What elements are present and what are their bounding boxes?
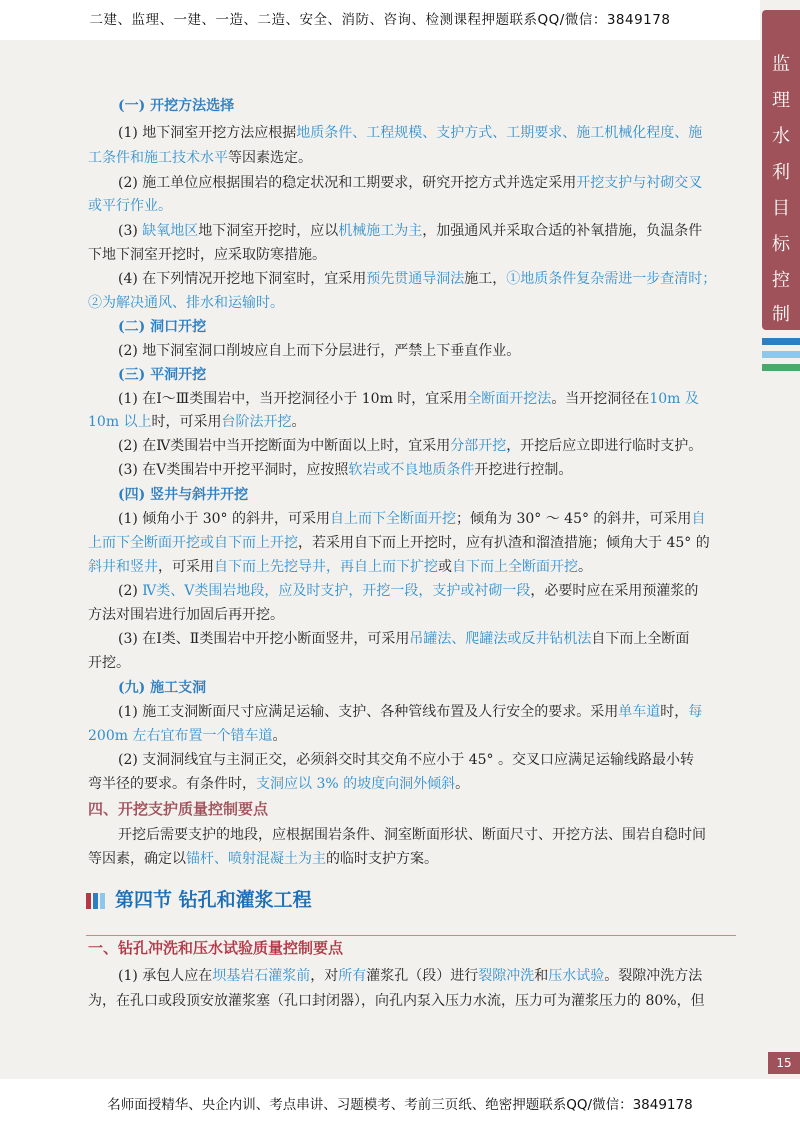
paragraph-line: (2) 施工单位应根据围岩的稳定状况和工期要求，研究开挖方式并选定采用开挖支护与衬砌交叉: [118, 175, 703, 191]
paragraph-line: 上而下全断面开挖或自下而上开挖，若采用自下而上开挖时，应有扒渣和溜渣措施；倾角大于 45° 的: [88, 535, 710, 551]
side-tab-char: 理: [772, 90, 790, 111]
side-tab-char: 监: [772, 54, 790, 75]
subheading: (三) 平洞开挖: [118, 367, 207, 383]
paragraph-line: 为，在孔口或段顶安放灌浆塞（孔口封闭器），向孔内泵入压力水流，压力可为灌浆压力的 80%，但: [88, 993, 705, 1009]
paragraph-line: (4) 在下列情况开挖地下洞室时，宜采用预先贯通导洞法施工，①地质条件复杂需进一步查清时；: [118, 271, 717, 287]
paragraph-line: (1) 承包人应在坝基岩石灌浆前，对所有灌浆孔（段）进行裂隙冲洗和压水试验。裂隙冲洗方法: [118, 968, 703, 984]
subheading: (一) 开挖方法选择: [118, 98, 235, 114]
stripe: [762, 351, 800, 358]
side-tab-char: 控: [772, 270, 790, 291]
paragraph-line: (1) 倾角小于 30° 的斜井，可采用自上而下全断面开挖；倾角为 30° ～ 45° 的斜井，可采用自: [118, 511, 706, 527]
paragraph-line: (2) 在Ⅳ类围岩中当开挖断面为中断面以上时，宜采用分部开挖，开挖后应立即进行临时支护。: [118, 438, 703, 454]
paragraph-line: (1) 地下洞室开挖方法应根据地质条件、工程规模、支护方式、工期要求、施工机械化程度、施: [118, 125, 703, 141]
paragraph-line: (3) 在Ⅰ类、Ⅱ类围岩中开挖小断面竖井，可采用吊罐法、爬罐法或反井钻机法自下而上全断面: [118, 631, 690, 647]
section-title: 第四节 钻孔和灌浆工程: [86, 885, 312, 912]
paragraph-line: (2) 地下洞室洞口削坡应自上而下分层进行，严禁上下垂直作业。: [118, 343, 521, 359]
heading-level-2: 一、钻孔冲洗和压水试验质量控制要点: [88, 939, 344, 957]
side-tab-char: 标: [772, 234, 790, 255]
paragraph-line: 方法对围岩进行加固后再开挖。: [88, 607, 284, 623]
paragraph-line: (1) 施工支洞断面尺寸应满足运输、支护、各种管线布置及人行安全的要求。采用单车道时，每: [118, 704, 703, 720]
paragraph-line: 开挖。: [88, 655, 130, 671]
subheading: (四) 竖井与斜井开挖: [118, 487, 249, 503]
side-tab-char: 利: [772, 162, 790, 183]
paragraph-line: 弯半径的要求。有条件时，支洞应以 3% 的坡度向洞外倾斜。: [88, 776, 470, 792]
paragraph-line: (2) 支洞洞线宜与主洞正交，必须斜交时其交角不应小于 45° 。交叉口应满足运输线路最小转: [118, 752, 694, 768]
paragraph-line: 或平行作业。: [88, 198, 172, 214]
section-divider: [86, 935, 736, 936]
side-tab-char: 目: [772, 198, 790, 219]
footer-banner: 名师面授精华、央企内训、考点串讲、习题模考、考前三页纸、绝密押题联系QQ/微信：3849178: [0, 1079, 800, 1131]
side-tab-char: 制: [772, 304, 790, 325]
paragraph-line: 开挖后需要支护的地段，应根据围岩条件、洞室断面形状、断面尺寸、开挖方法、围岩自稳时间: [118, 827, 706, 843]
side-tab-char: 水: [772, 126, 790, 147]
paragraph-line: 工条件和施工技术水平等因素选定。: [88, 150, 312, 166]
subheading: (九) 施工支洞: [118, 680, 207, 696]
paragraph-line: 下地下洞室开挖时，应采取防寒措施。: [88, 247, 326, 263]
stripe: [762, 338, 800, 345]
paragraph-line: (1) 在Ⅰ～Ⅲ类围岩中，当开挖洞径小于 10m 时，宜采用全断面开挖法。当开挖洞径在10m 及: [118, 391, 699, 407]
page-number: 15: [768, 1052, 800, 1074]
paragraph-line: (3) 在Ⅴ类围岩中开挖平洞时，应按照软岩或不良地质条件开挖进行控制。: [118, 462, 573, 478]
paragraph-line: 10m 以上时，可采用台阶法开挖。: [88, 414, 306, 430]
side-tab: [762, 10, 800, 330]
section-bars-icon: [86, 890, 107, 912]
paragraph-line: 等因素，确定以锚杆、喷射混凝土为主的临时支护方案。: [88, 851, 438, 867]
paragraph-line: 200m 左右宜布置一个错车道。: [88, 728, 287, 744]
paragraph-line: 斜井和竖井，可采用自下而上先挖导井，再自上而下扩挖或自下而上全断面开挖。: [88, 559, 592, 575]
header-banner: 二建、监理、一建、一造、二造、安全、消防、咨询、检测课程押题联系QQ/微信：3849178: [0, 0, 760, 40]
subheading: (二) 洞口开挖: [118, 319, 207, 335]
paragraph-line: ②为解决通风、排水和运输时。: [88, 295, 284, 311]
side-stripes: [762, 338, 800, 377]
heading-level-2: 四、开挖支护质量控制要点: [88, 800, 269, 818]
paragraph-line: (3) 缺氧地区地下洞室开挖时，应以机械施工为主，加强通风并采取合适的补氧措施，负温条件: [118, 223, 703, 239]
stripe: [762, 364, 800, 371]
paragraph-line: (2) Ⅳ类、Ⅴ类围岩地段，应及时支护，开挖一段，支护或衬砌一段，必要时应在采用预灌浆的: [118, 583, 699, 599]
